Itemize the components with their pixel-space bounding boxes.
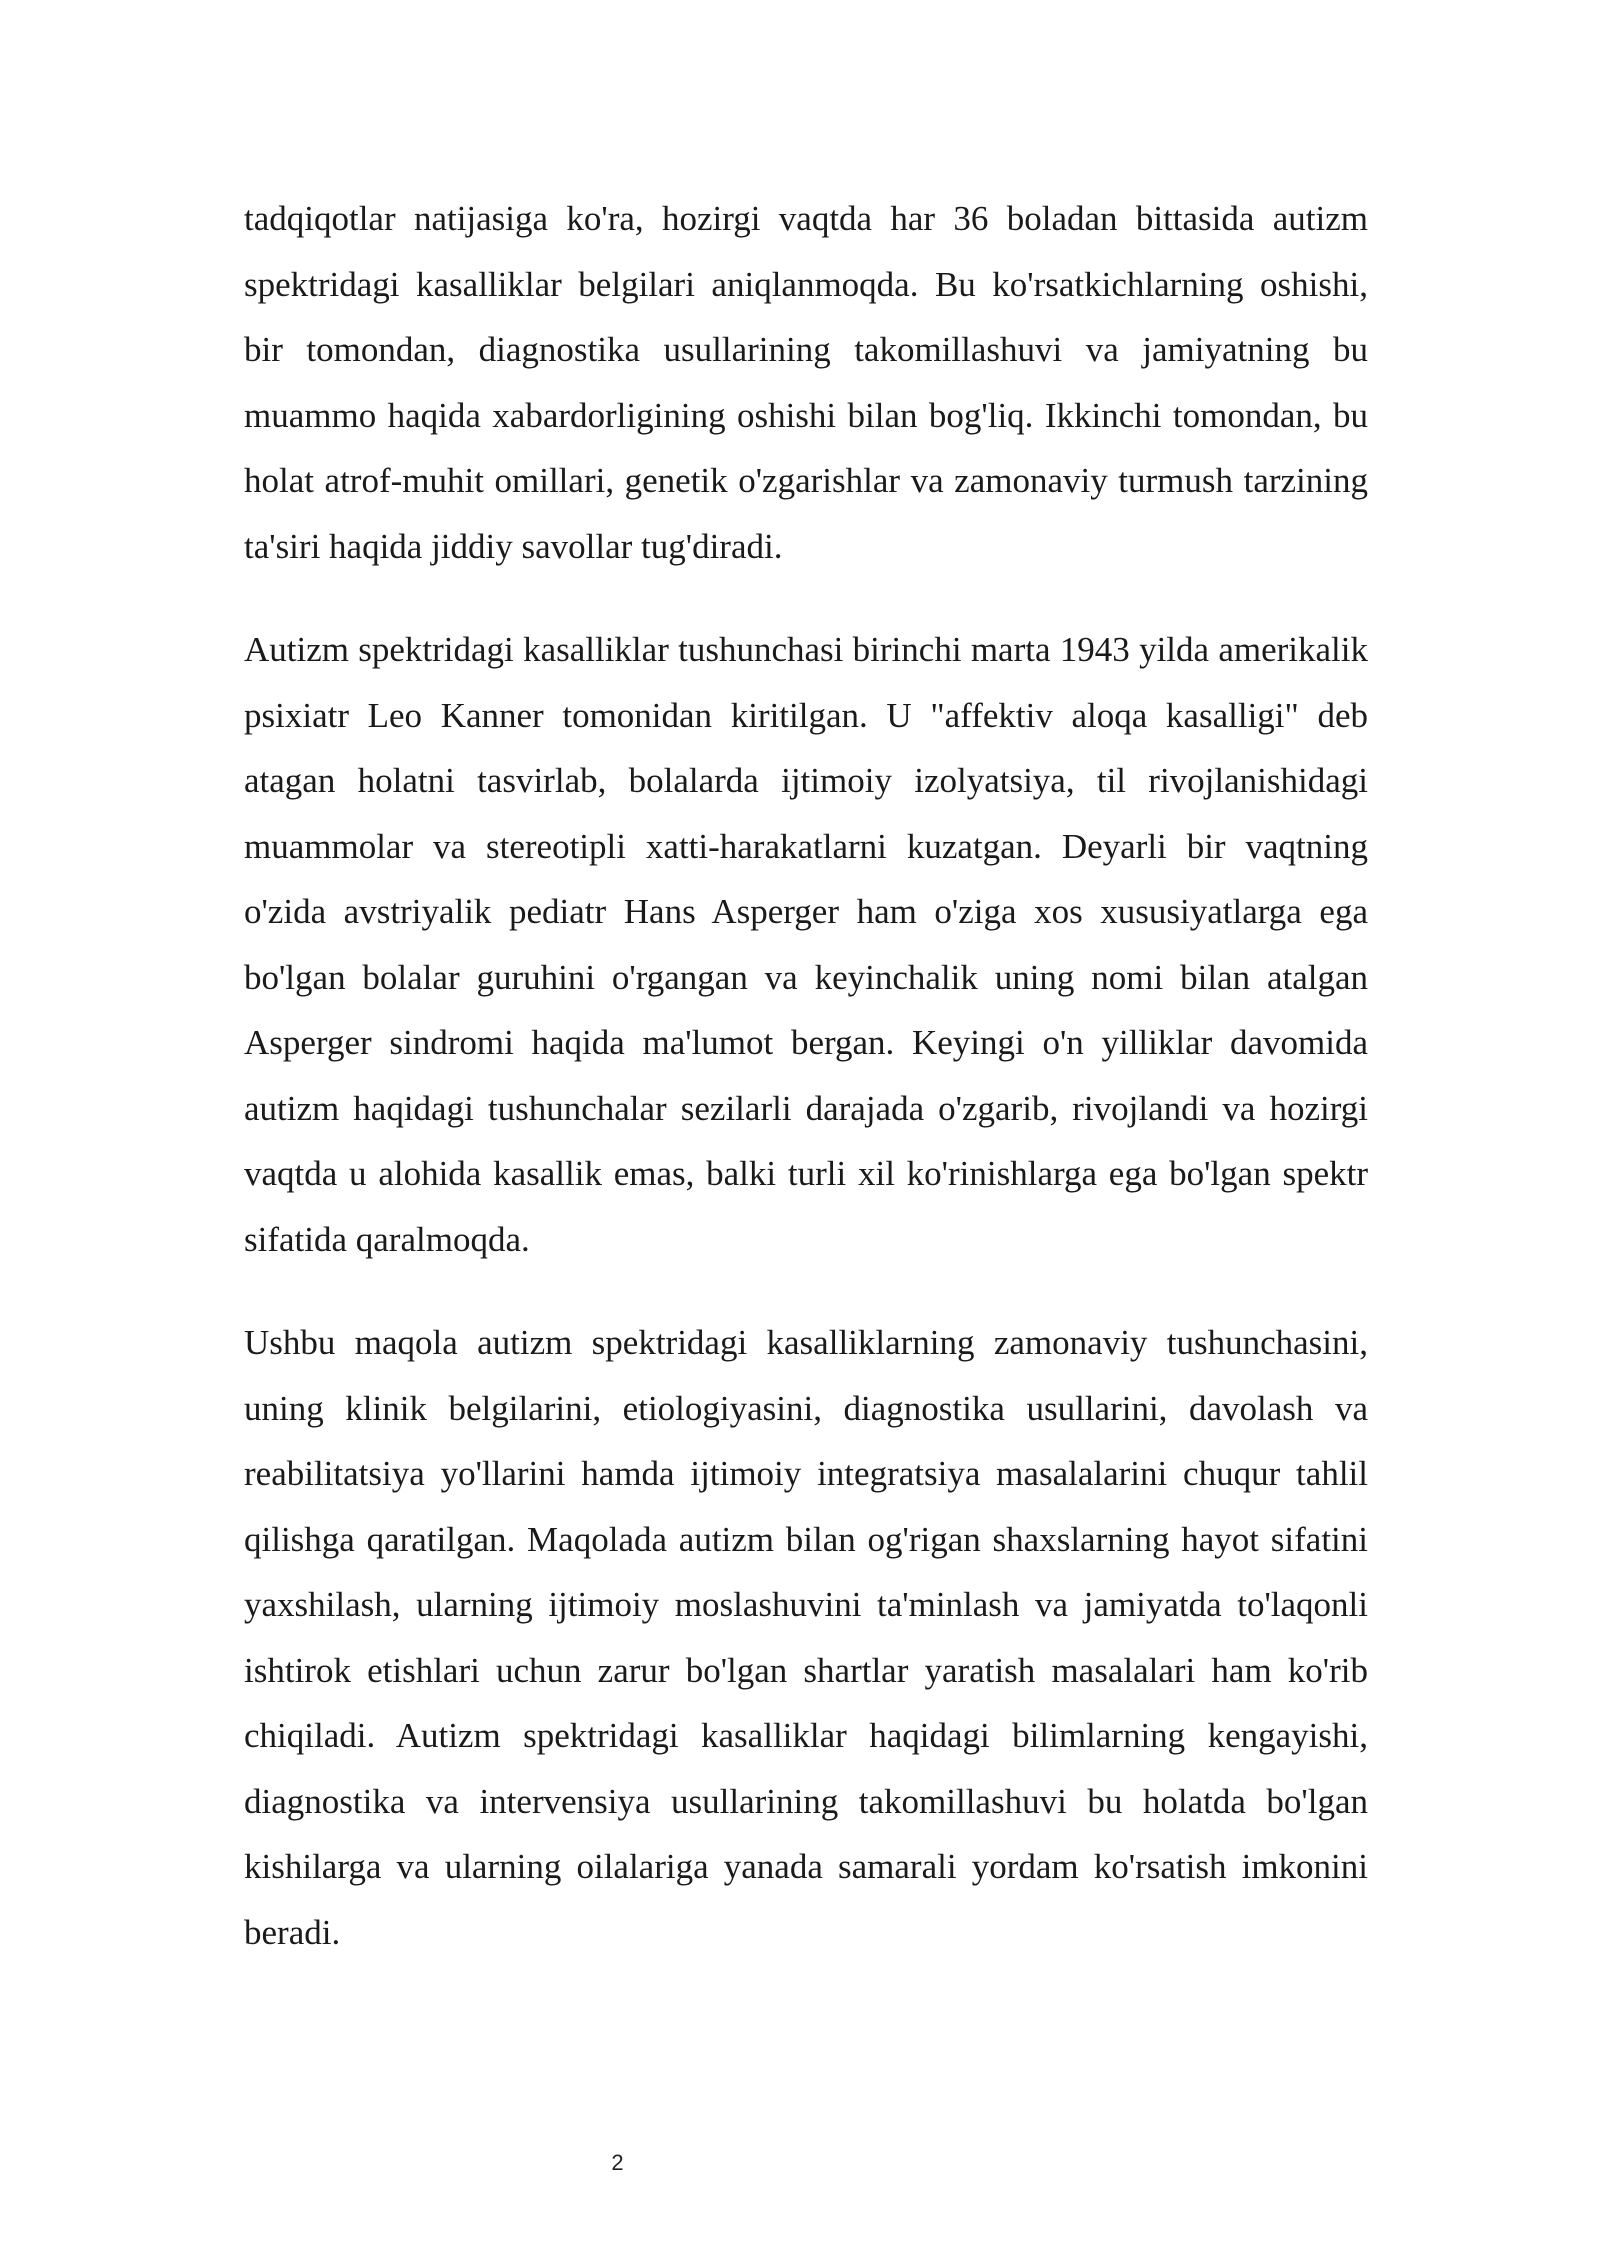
page-body — [244, 186, 1368, 2003]
paragraph-1: tadqiqotlar natijasiga ko'ra, hozirgi vaqtda har 36 boladan bittasida autizm spektridagi kasalliklar belgilari aniqlanmoqda. Bu ko'rsatkichlarning oshishi, bir tomondan, diagnostika usullarining takomillashuvi va jamiyatning bu muammo haqida xabardorligining oshishi bilan bog'liq. Ikkinchi tomondan, bu holat atrof-muhit omillari, genetik o'zgarishlar va zamonaviy turmush tarzining ta'siri haqida jiddiy savollar tug'diradi. — [244, 199, 1368, 566]
paragraph-3: Ushbu maqola autizm spektridagi kasalliklarning zamonaviy tushunchasini, uning klinik belgilarini, etiologiyasini, diagnostika usullarini, davolash va reabilitatsiya yo'llarini hamda ijtimoiy integratsiya masalalarini chuqur tahlil qilishga qaratilgan. Maqolada autizm bilan og'rigan shaxslarning hayot sifatini yaxshilash, ularning ijtimoiy moslashuvini ta'minlash va jamiyatda to'laqonli ishtirok etishlari uchun zarur bo'lgan shartlar yaratish masalalari ham ko'rib chiqiladi. Autizm spektridagi kasalliklar haqidagi bilimlarning kengayishi, diagnostika va intervensiya usullarining takomillashuvi bu holatda bo'lgan kishilarga va ularning oilalariga yanada samarali yordam ko'rsatish imkonini beradi. — [244, 1323, 1368, 1952]
paragraph-2: Autizm spektridagi kasalliklar tushunchasi birinchi marta 1943 yilda amerikalik psixiatr Leo Kanner tomonidan kiritilgan. U "affektiv aloqa kasalligi" deb atagan holatni tasvirlab, bolalarda ijtimoiy izolyatsiya, til rivojlanishidagi muammolar va stereotipli xatti-harakatlarni kuzatgan. Deyarli bir vaqtning o'zida avstriyalik pediatr Hans Asperger ham o'ziga xos xususiyatlarga ega bo'lgan bolalar guruhini o'rgangan va keyinchalik uning nomi bilan atalgan Asperger sindromi haqida ma'lumot bergan. Keyingi o'n yilliklar davomida autizm haqidagi tushunchalar sezilarli darajada o'zgarib, rivojlandi va hozirgi vaqtda u alohida kasallik emas, balki turli xil ko'rinishlarga ega bo'lgan spektr sifatida qaralmoqda. — [244, 630, 1368, 1259]
page-number: 2 — [611, 2150, 624, 2175]
